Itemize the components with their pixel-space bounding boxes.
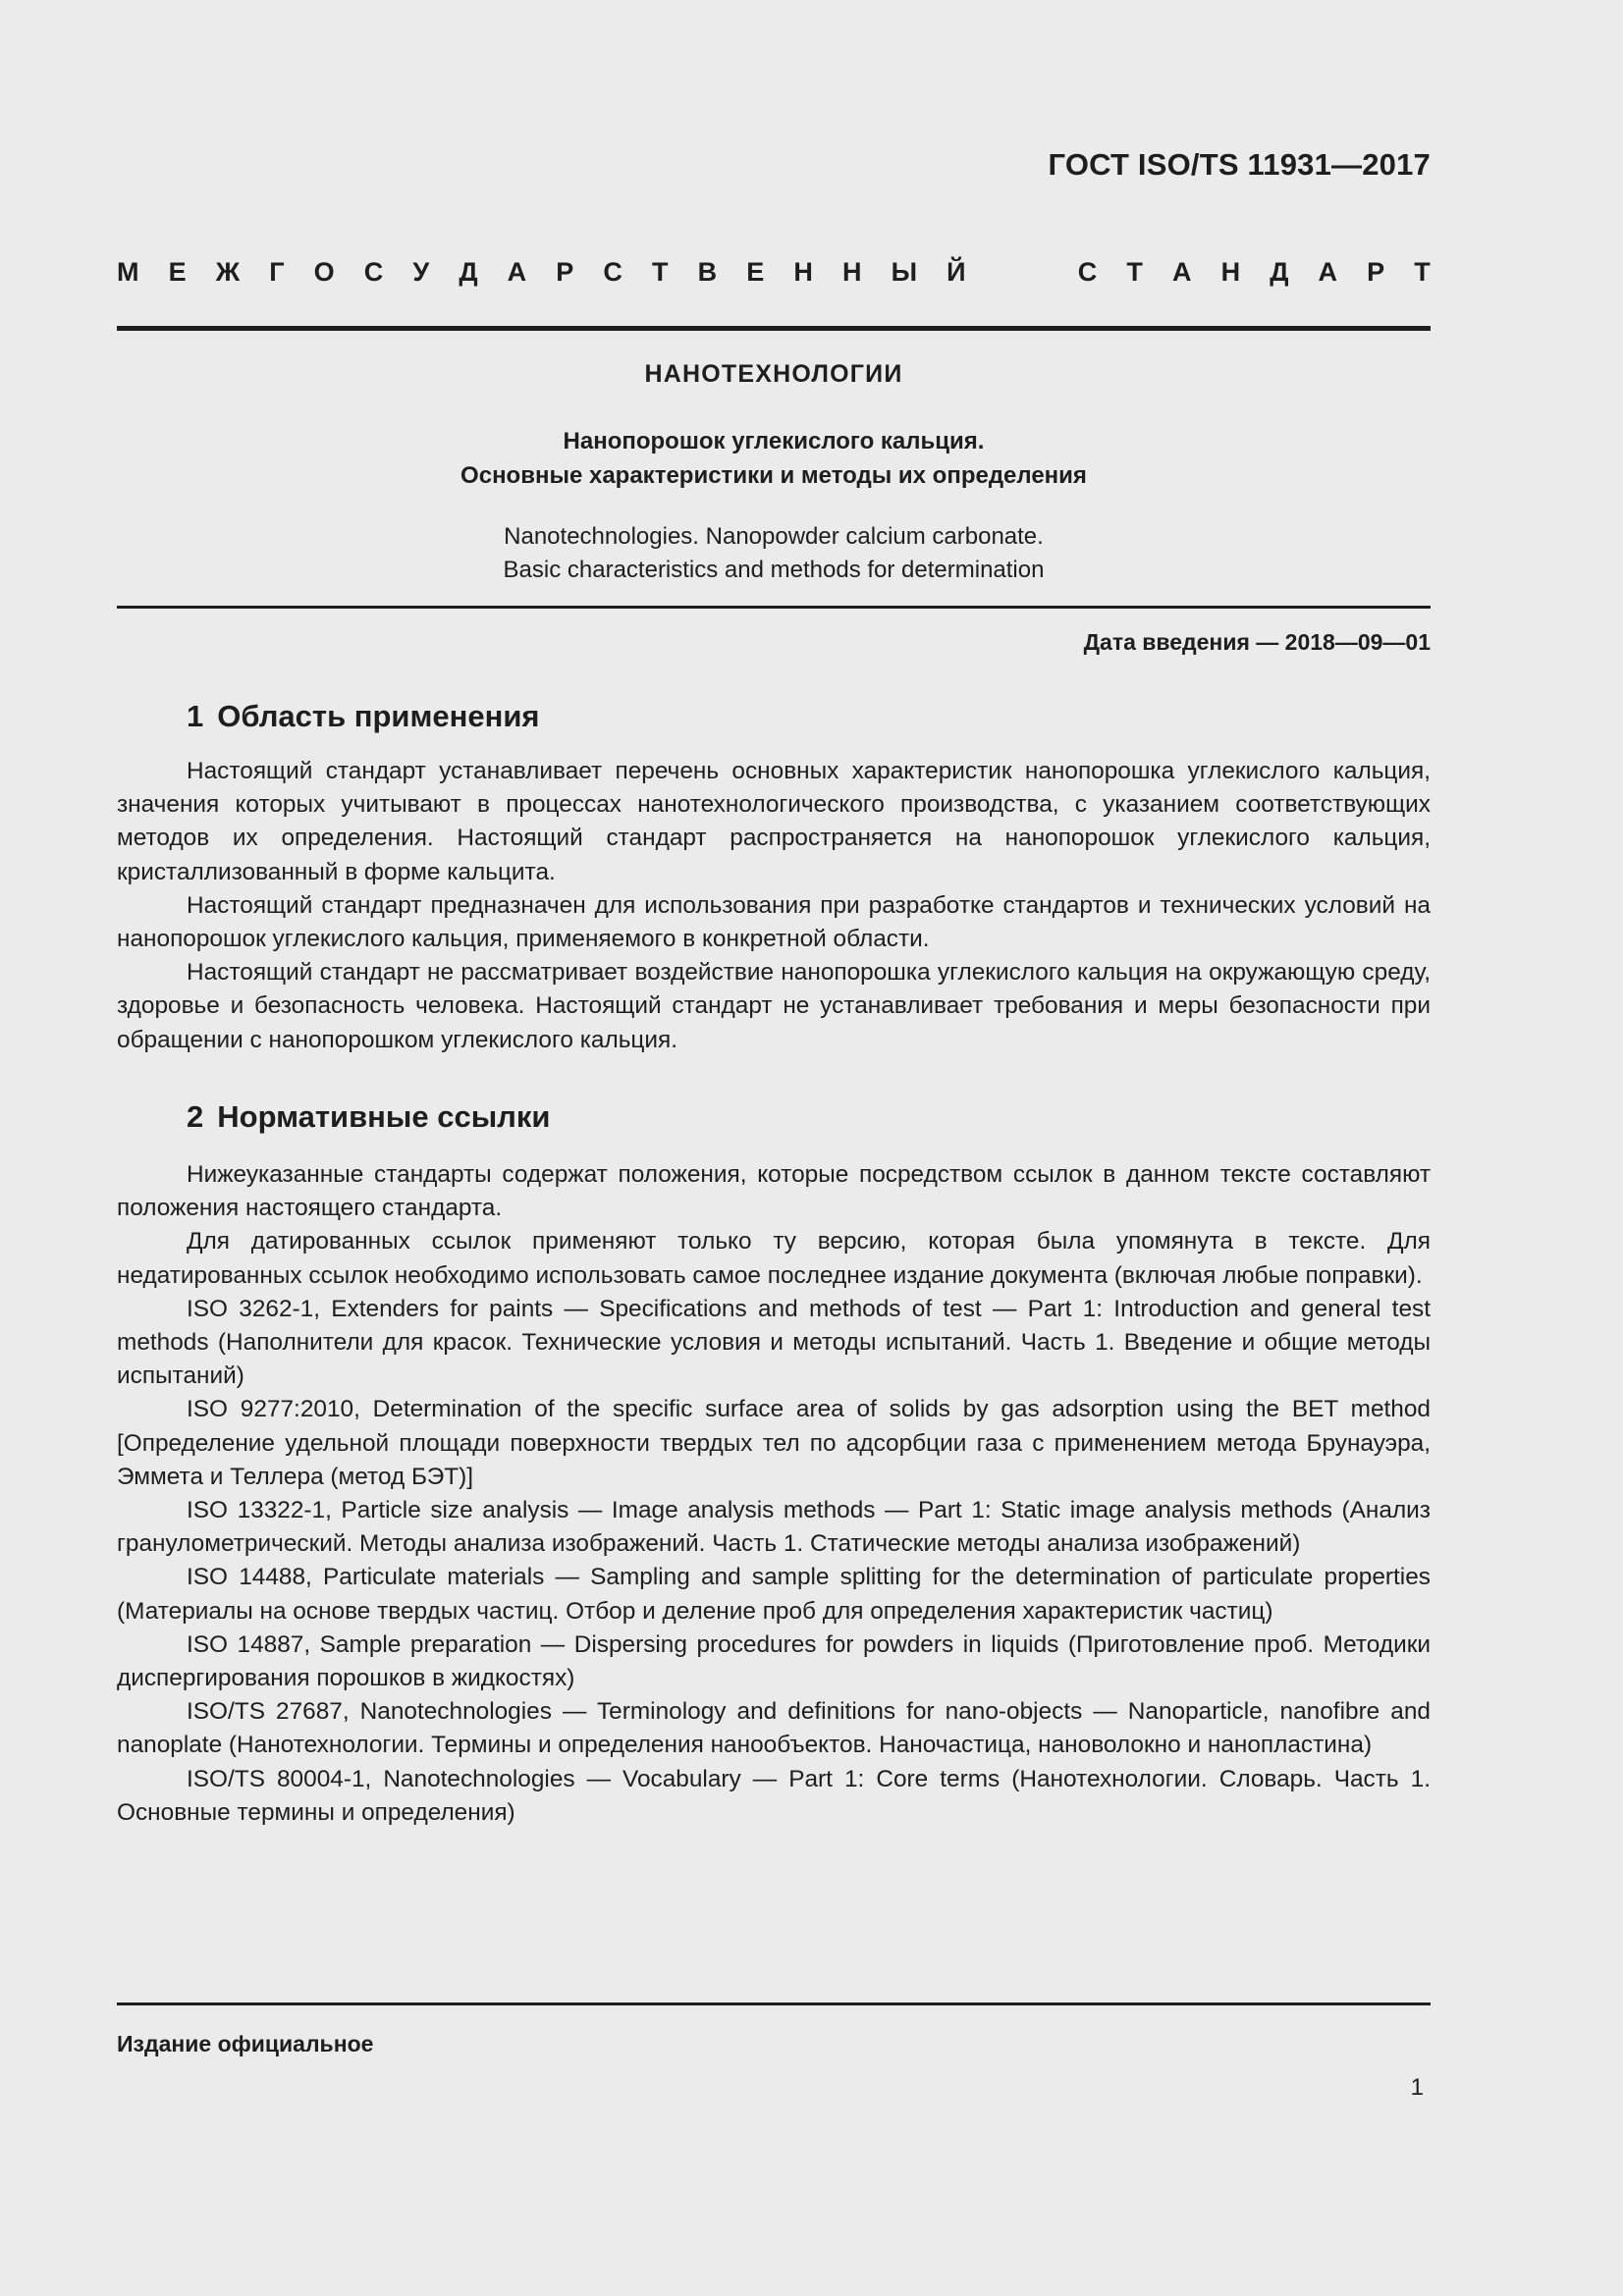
banner-letter: Н [793, 257, 813, 287]
banner-letter: В [697, 257, 718, 287]
banner-letter: Т [1414, 257, 1431, 287]
banner-letter: А [1318, 257, 1338, 287]
standard-title: НАНОТЕХНОЛОГИИ [644, 360, 903, 388]
header-rule [117, 326, 1431, 331]
banner-letter: Е [168, 257, 187, 287]
document-id: ГОСТ ISO/TS 11931—2017 [1048, 147, 1431, 182]
official-edition-label: Издание официальное [117, 2031, 374, 2056]
section-2-body [117, 1158, 1431, 1830]
section-2-heading [187, 1099, 550, 1135]
paragraph: Нижеуказанные стандарты содержат положения, которые посредством ссылок в данном тексте составляют положения настоящего стандарта. [117, 1161, 1431, 1222]
banner-letter: У [412, 257, 430, 287]
section-2-title: Нормативные ссылки [217, 1099, 551, 1134]
banner-letter: Ж [215, 257, 241, 287]
standard-subtitle-ru [117, 424, 1431, 493]
banner-letter: А [507, 257, 527, 287]
banner-letter: М [117, 257, 139, 287]
paragraph: Настоящий стандарт устанавливает перечень основных характеристик нанопорошка углекислого кальция, значения которых учитывают в процессах нанотехнологического производства, с указанием соответствующих методов их определения. Настоящий стандарт распространяется на нанопорошок углекислого кальция, кристаллизованный в форме кальцита. [117, 758, 1431, 885]
banner-letter: Т [652, 257, 669, 287]
reference-item: ISO 3262-1, Extenders for paints — Specifications and methods of test — Part 1: Introduction and general test methods (Наполнители для красок. Технические условия и методы испытаний. Часть 1. Введение и общие методы испытаний) [117, 1295, 1431, 1390]
title-rule [117, 606, 1431, 609]
paragraph: Настоящий стандарт предназначен для использования при разработке стандартов и технических условий на нанопорошок углекислого кальция, применяемого в конкретной области. [117, 891, 1431, 953]
banner-word-gap [996, 257, 1049, 288]
banner-letter: Н [841, 257, 862, 287]
reference-item: ISO 9277:2010, Determination of the specific surface area of solids by gas adsorption using the BET method [Определение удельной площади поверхности твердых тел по адсорбции газа с применением метода Брунауэра, Эммета и Теллера (метод БЭТ)] [117, 1396, 1431, 1490]
subtitle-en-line-1: Nanotechnologies. Nanopowder calcium carbonate. [504, 523, 1044, 550]
banner-letter: Д [1270, 257, 1289, 287]
banner-letter: Р [1367, 257, 1385, 287]
reference-item: ISO 13322-1, Particle size analysis — Image analysis methods — Part 1: Static image analysis methods (Анализ гранулометрический. Методы анализа изображений. Часть 1. Статические методы анализа изображений) [117, 1497, 1431, 1558]
banner-letter: Г [269, 257, 285, 287]
banner-letter: Ы [891, 257, 918, 287]
page-number: 1 [1410, 2074, 1424, 2101]
footer-rule [117, 2002, 1431, 2005]
section-1-title: Область применения [217, 699, 540, 733]
banner-letter: Т [1126, 257, 1143, 287]
banner-letter: Р [556, 257, 574, 287]
subtitle-en-line-2: Basic characteristics and methods for determination [503, 557, 1045, 583]
banner-letter: О [313, 257, 335, 287]
banner-letter: А [1171, 257, 1192, 287]
interstate-standard-banner [117, 257, 1431, 288]
reference-item: ISO/TS 80004-1, Nanotechnologies — Vocabulary — Part 1: Core terms (Нанотехнологии. Словарь. Часть 1. Основные термины и определения) [117, 1765, 1431, 1826]
standard-subtitle-en [117, 520, 1431, 587]
subtitle-ru-line-2: Основные характеристики и методы их определения [460, 462, 1087, 489]
section-1-body [117, 755, 1431, 1057]
subtitle-ru-line-1: Нанопорошок углекислого кальция. [563, 428, 985, 454]
document-page [117, 0, 1431, 2296]
paragraph: Для датированных ссылок применяют только ту версию, которая была упомянута в тексте. Для недатированных ссылок необходимо использовать самое последнее издание документа (включая любые поправки). [117, 1228, 1431, 1289]
reference-item: ISO/TS 27687, Nanotechnologies — Terminology and definitions for nano-objects — Nanoparticle, nanofibre and nanoplate (Нанотехнологии. Термины и определения нанообъектов. Наночастица, нановолокно и нанопластина) [117, 1698, 1431, 1759]
banner-letter: Н [1220, 257, 1241, 287]
introduction-date: Дата введения — 2018—09—01 [1083, 629, 1431, 655]
banner-letter: С [1077, 257, 1098, 287]
banner-letter: Е [746, 257, 765, 287]
banner-letter: Й [947, 257, 966, 287]
section-1-number: 1 [187, 699, 204, 733]
banner-letter: С [363, 257, 384, 287]
section-2-number: 2 [187, 1099, 204, 1134]
banner-letter: Д [459, 257, 478, 287]
reference-item: ISO 14488, Particulate materials — Sampling and sample splitting for the determination of particulate properties (Материалы на основе твердых частиц. Отбор и деление проб для определения характеристик частиц) [117, 1564, 1431, 1625]
banner-letter: С [603, 257, 622, 287]
section-1-heading [187, 699, 540, 734]
reference-item: ISO 14887, Sample preparation — Dispersing procedures for powders in liquids (Приготовление проб. Методики диспергирования порошков в жидкостях) [117, 1630, 1431, 1692]
paragraph: Настоящий стандарт не рассматривает воздействие нанопорошка углекислого кальция на окружающую среду, здоровье и безопасность человека. Настоящий стандарт не устанавливает требования и меры безопасности при обращении с нанопорошком углекислого кальция. [117, 959, 1431, 1053]
